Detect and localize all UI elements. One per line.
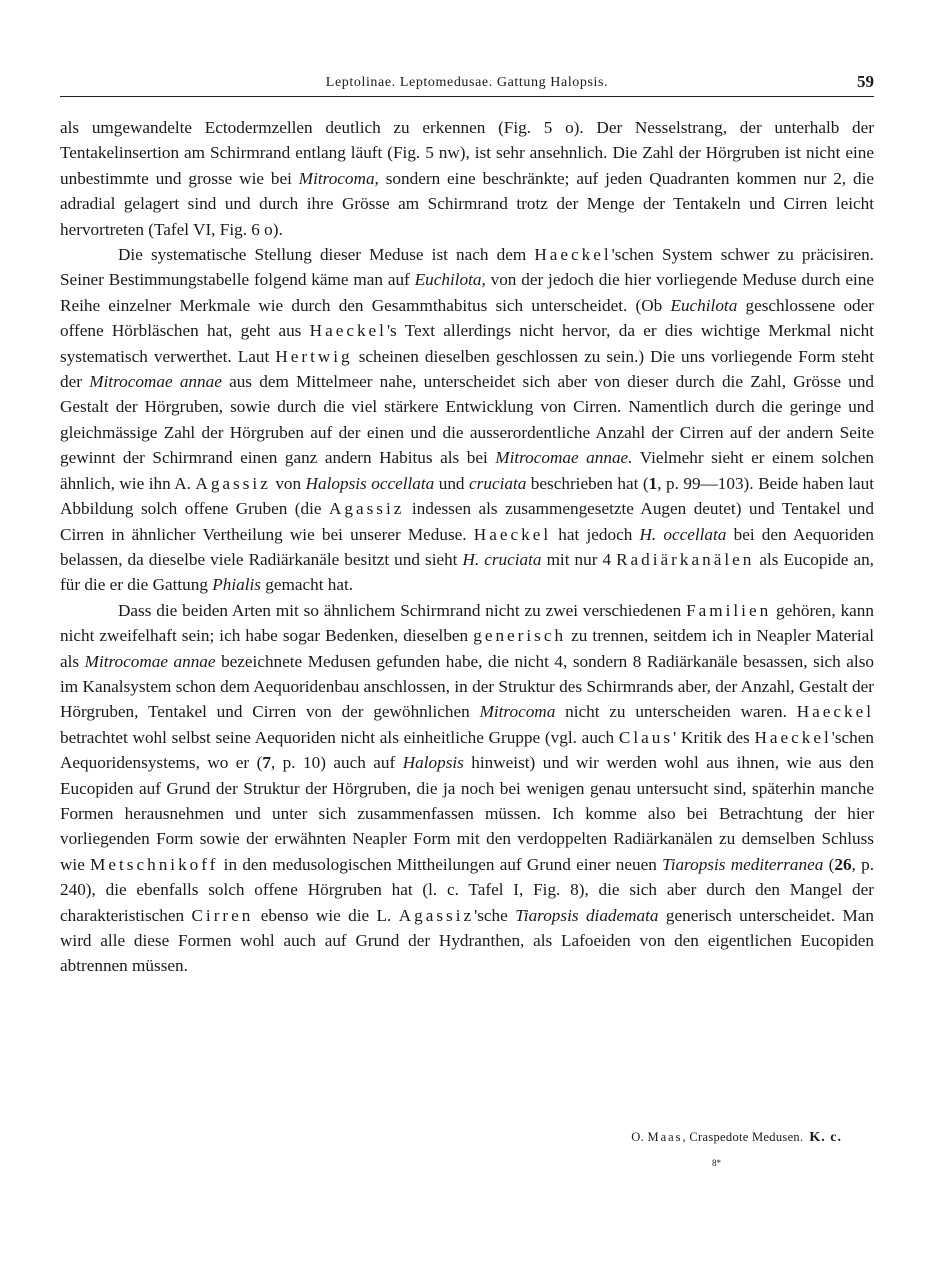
body-text bbox=[60, 115, 874, 979]
paragraph-2: Die systematische Stellung dieser Meduse ist nach dem Haeckel'schen System schwer zu präcisiren. Seiner Bestimmungstabelle folgend käme man auf Euchilota, von der jedoch die hier vorliegende Meduse durch eine Reihe einzelner Merkmale wie durch den Gesammthabitus sich unterscheidet. (Ob Euchilota geschlossene oder offene Hörbläschen hat, geht aus Haeckel's Text allerdings nicht hervor, da er dies wichtige Merkmal nicht systematisch verwerthet. Laut Hertwig scheinen dieselben geschlossen zu sein.) Die uns vorliegende Form steht der Mitrocomae annae aus dem Mittelmeer nahe, unterscheidet sich aber von dieser durch die Zahl, Grösse und Gestalt der Hörgruben, sowie durch die viel stärkere Entwicklung von Cirren. Namentlich durch die geringe und gleichmässige Zahl der Hörgruben auf der einen und die ausserordentliche Anzahl der Cirren auf der andern Seite gewinnt der Schirmrand einen ganz andern Habitus als bei Mitrocomae annae. Vielmehr sieht er einem solchen ähnlich, wie ihn A. Agassiz von Halopsis occellata und cruciata beschrieben hat (1, p. 99—103). Beide haben laut Abbildung solch offene Gruben (die Agassiz indessen als zusammengesetzte Augen deutet) und Tentakel und Cirren in ähnlicher Vertheilung wie bei unserer Meduse. Haeckel hat jedoch H. occellata bei den Aequoriden belassen, da dieselbe viele Radiärkanäle besitzt und sieht H. cruciata mit nur 4 Radiärkanälen als Eucopide an, für die er die Gattung Phialis gemacht hat. bbox=[60, 245, 875, 595]
signature-line: O. Maas, Craspedote Medusen. K. c. bbox=[631, 1130, 842, 1145]
running-head bbox=[60, 70, 874, 94]
running-title: Leptolinae. Leptomedusae. Gattung Halopsis. bbox=[325, 75, 609, 90]
sheet-mark: 8* bbox=[712, 1158, 721, 1168]
header-rule bbox=[60, 96, 874, 97]
page-number: 59 bbox=[857, 72, 874, 91]
paragraph-3: Dass die beiden Arten mit so ähnlichem Schirmrand nicht zu zwei verschiedenen Familien gehören, kann nicht zweifelhaft sein; ich habe sogar Bedenken, dieselben generisch zu trennen, seitdem ich in Neapler Material als Mitrocomae annae bezeichnete Medusen gefunden habe, die nicht 4, sondern 8 Radiärkanäle besassen, sich also im Kanalsystem schon dem Aequoridenbau anschlossen, in der Struktur des Schirmrands aber, der Anzahl, Gestalt der Hörgruben, Tentakel und Cirren von der gewöhnlichen Mitrocoma nicht zu unterscheiden waren. Haeckel betrachtet wohl selbst seine Aequoriden nicht als einheitliche Gruppe (vgl. auch Claus' Kritik des Haeckel'schen Aequoridensystems, wo er (7, p. 10) auch auf Halopsis hinweist) und wir werden wohl aus ihnen, wie aus den Eucopiden auf Grund der Struktur der Hörgruben, die ja noch bei wenigen genau untersucht sind, späterhin manche Formen herausnehmen und unter sich zusammenfassen müssen. Ich komme also bei Betrachtung der hier vorliegenden Form sowie der erwähnten Neapler Form mit den verdoppelten Radiärkanälen zu demselben Schluss wie Metschnikoff in den medusologischen Mittheilungen auf Grund einer neuen Tiaropsis mediterranea (26, p. 240), die ebenfalls solch offene Hörgruben hat (l. c. Tafel I, Fig. 8), die sich aber durch den Mangel der charakteristischen Cirren ebenso wie die L. Agassiz'sche Tiaropsis diademata generisch unterscheidet. Man wird alle diese Formen wohl auch auf Grund der Hydranthen, als Lafoeiden von den eigentlichen Eucopiden abtrennen müssen. bbox=[60, 600, 874, 976]
paragraph-1: als umgewandelte Ectodermzellen deutlich zu erkennen (Fig. 5 o). Der Nesselstrang, der unterhalb der Tentakelinsertion am Schirmrand entlang läuft (Fig. 5 nw), ist sehr ansehnlich. Die Zahl der Hörgruben ist nicht eine unbestimmte und grosse wie bei Mitrocoma, sondern eine beschränkte; auf jeden Quadranten kommen nur 2, die adradial gelagert sind und durch ihre Grösse am Schirmrand trotz der Menge der Tentakeln und Cirren leicht hervortreten (Tafel VI, Fig. 6 o). bbox=[60, 118, 874, 239]
